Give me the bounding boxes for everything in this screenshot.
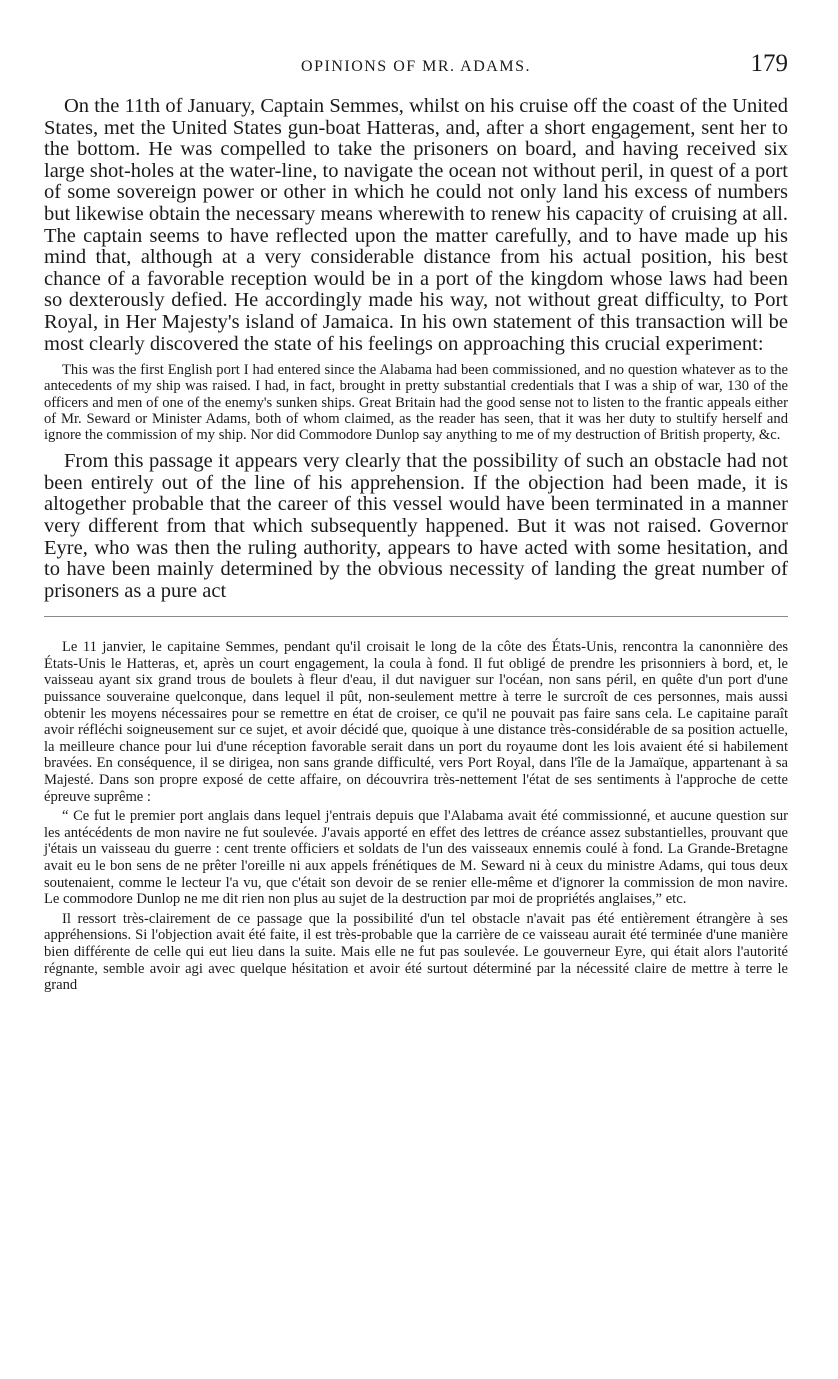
french-paragraph-2: Il ressort très-clairement de ce passage que la possibilité d'un tel obstacle n'avait pas été entièrement étrangère à ses appréhensions. Si l'objection avait été faite, il est très-probable que la carrière de ce vaisseau aurait été terminée d'une manière bien différente de celle qui eut lieu dans la suite. Mais elle ne fut pas soulevée. Le gouverneur Eyre, qui était alors l'autorité régnante, semble avoir agi avec quelque hésitation et avoir été surtout déterminé par la nécessité claire de mettre à terre le grand	[44, 910, 788, 994]
page-number: 179	[750, 50, 788, 77]
running-title: OPINIONS OF MR. ADAMS.	[301, 58, 531, 75]
english-text	[44, 96, 788, 602]
page-header	[44, 50, 788, 86]
french-paragraph-1: Le 11 janvier, le capitaine Semmes, pendant qu'il croisait le long de la côte des États-Unis, rencontra la canonnière des États-Unis le Hatteras, et, après un court engagement, la coula à fond. Il fut obligé de prendre les prisonniers à bord, et, le vaisseau ayant six grand trous de boulets à fleur d'eau, il dut naviguer sur l'océan, non sans péril, en quête d'un port d'une puissance souveraine quelconque, dans lequel il pût, non-seulement mettre à terre le surcroît de ces personnes, mais aussi obtenir les moyens nécessaires pour se remettre en état de croiser, ce qu'il ne pouvait pas faire sans cela. Le capitaine paraît avoir réfléchi soigneusement sur ce sujet, et avoir décidé que, quoique à une distance très-considérable de sa position actuelle, la meilleure chance pour lui d'une réception favorable serait dans un port du royaume dont les lois avaient été si habilement bravées. En conséquence, il se dirigea, non sans grande difficulté, vers Port Royal, dans l'île de la Jamaïque, appartenant à sa Majesté. Dans son propre exposé de cette affaire, on découvrira très-nettement l'état de ses sentiments à l'approche de cette épreuve suprême :	[44, 639, 788, 805]
french-quote: “ Ce fut le premier port anglais dans lequel j'entrais depuis que l'Alabama avait été commissionné, et aucune question sur les antécédents de mon navire ne fut soulevée. J'avais apporté en effet des lettres de créance assez substantielles, prouvant que j'étais un vaisseau du guerre : cent trente officiers et soldats de l'un des vaisseaux ennemis coulé à fond. La Grande-Bretagne avait eu le bon sens de ne prêter l'oreille ni aux appels frénétiques de M. Seward ni à ceux du ministre Adams, qui tous deux soutenaient, comme le lecteur l'a vu, que c'était son devoir de se renier elle-même et d'ignorer la commission de mon navire. Le commodore Dunlop ne me dit rien non plus au sujet de la destruction par moi de propriétés anglaises,” etc.	[44, 808, 788, 908]
english-paragraph-2: From this passage it appears very clearly that the possibility of such an obstacle had not been entirely out of the line of his apprehension. If the objection had been made, it is altogether probable that the career of this vessel would have been terminated in a manner very different from that which subsequently happened. But it was not raised. Governor Eyre, who was then the ruling authority, appears to have acted with some hesitation, and to have been mainly determined by the obvious necessity of landing the great number of prisoners as a pure act	[44, 450, 788, 602]
book-page	[44, 50, 788, 994]
english-paragraph-1: On the 11th of January, Captain Semmes, whilst on his cruise off the coast of the United States, met the United States gun-boat Hatteras, and, after a short engagement, sent her to the bottom. He was compelled to take the prisoners on board, and having received six large shot-holes at the water-line, to navigate the ocean not without peril, in quest of a port of some sovereign power or other in which he could not only land his excess of numbers but likewise obtain the necessary means wherewith to renew his capacity of cruising at all. The captain seems to have reflected upon the matter carefully, and to have made up his mind that, although at a very considerable distance from his actual position, his best chance of a favorable reception would be in a port of the kingdom whose laws had been so dexterously defied. He accordingly made his way, not without great difficulty, to Port Royal, in Her Majesty's island of Jamaica. In his own statement of this transaction will be most clearly discovered the state of his feelings on approaching this crucial experiment:	[44, 95, 788, 355]
french-translation	[44, 639, 788, 993]
section-divider	[44, 616, 788, 617]
english-quote: This was the first English port I had entered since the Alabama had been commissioned, and no question whatever as to the antecedents of my ship was raised. I had, in fact, brought in pretty substantial credentials that I was a ship of war, 130 of the officers and men of one of the enemy's sunken ships. Great Britain had the good sense not to listen to the frantic appeals either of Mr. Seward or Minister Adams, both of whom claimed, as the reader has seen, that it was her duty to stultify herself and ignore the commission of my ship. Nor did Commodore Dunlop say anything to me of my destruction of British property, &c.	[44, 362, 788, 443]
